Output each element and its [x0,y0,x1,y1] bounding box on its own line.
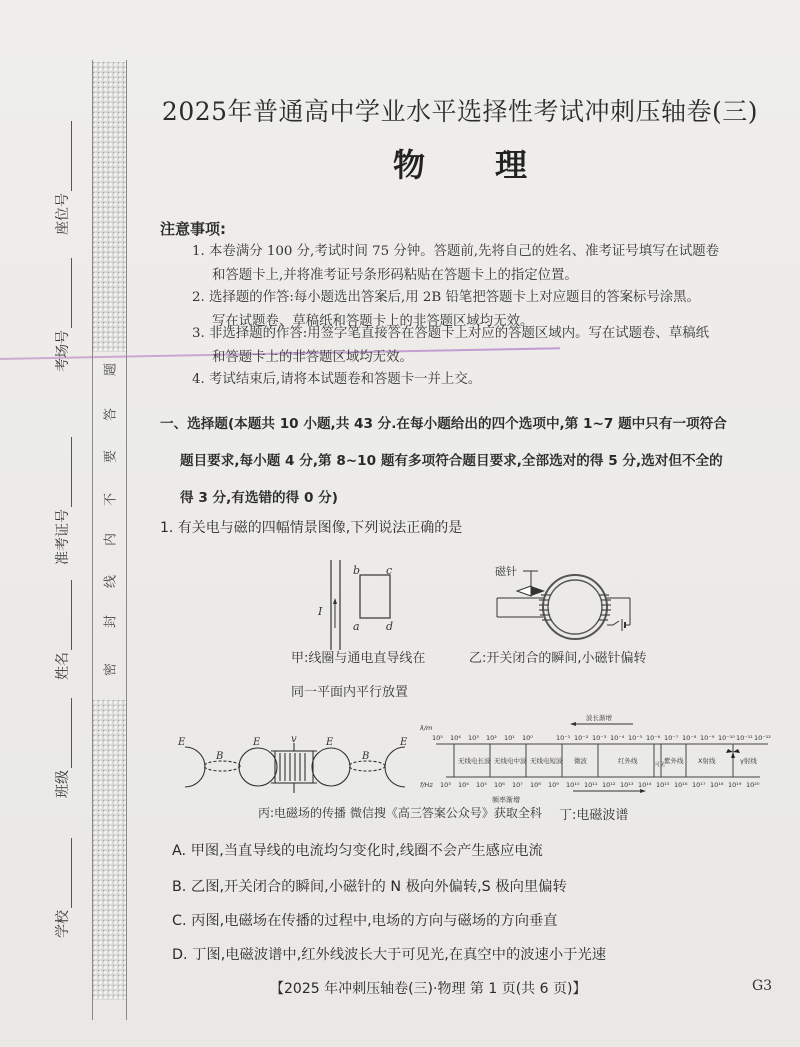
subject-title: 物理 [392,146,597,184]
option-b: B. 乙图,开关闭合的瞬间,小磁针的 N 极向外偏转,S 极向里偏转 [172,879,567,895]
svg-text:10¹⁷: 10¹⁷ [692,781,706,789]
svg-text:10⁻⁹: 10⁻⁹ [700,734,715,742]
svg-text:X射线: X射线 [698,757,716,765]
svg-text:10⁸: 10⁸ [530,781,541,789]
svg-text:a: a [353,620,360,633]
svg-text:紫外线: 紫外线 [664,757,684,765]
section-heading: 一、选择题(本题共 10 小题,共 43 分.在每小题给出的四个选项中,第 1~7 题中只有一项符合 题目要求,每小题 4 分,第 8~10 题有多项符合题目要求,全部选对的得 5 分,选对但不全的 得 3 分,有选错的得 0 分) [160,416,727,506]
note-item: 1. 本卷满分 100 分,考试时间 75 分钟。答题前,先将自己的姓名、准考证号填写在试题卷 和答题卡上,并将准考证号条形码粘贴在答题卡上的指定位置。 [192,244,720,283]
svg-text:10²: 10² [486,734,497,742]
svg-text:E: E [253,737,261,748]
seal-char: 要 [103,450,119,464]
svg-text:10⁻²: 10⁻² [574,734,589,742]
svg-text:10⁻¹²: 10⁻¹² [754,734,771,742]
note-item: 4. 考试结束后,请将本试题卷和答题卡一并上交。 [192,372,482,387]
svg-text:E: E [400,737,408,748]
figure-ding-em-spectrum [418,712,773,794]
svg-text:无线电长波: 无线电长波 [458,757,491,765]
seal-char: 线 [103,575,119,589]
svg-text:v: v [291,735,297,745]
svg-text:B: B [362,751,370,762]
notes-heading: 注意事项: [160,220,226,238]
svg-text:10¹: 10¹ [504,734,515,742]
name-field[interactable]: 姓名 [52,580,72,680]
svg-text:10¹⁹: 10¹⁹ [728,781,742,789]
svg-text:10²⁰: 10²⁰ [746,781,760,789]
svg-text:f/Hz: f/Hz [420,781,433,789]
option-a: A. 甲图,当直导线的电流均匀变化时,线圈不会产生感应电流 [172,843,543,859]
svg-text:10⁻¹¹: 10⁻¹¹ [736,734,753,742]
seal-char: 密 [103,663,119,677]
figure-yi-caption: 乙:开关闭合的瞬间,小磁针偏转 [469,651,647,666]
svg-text:γ射线: γ射线 [740,757,757,765]
svg-text:10⁻¹: 10⁻¹ [556,734,571,742]
paper-code: G3 [752,978,773,994]
svg-text:10¹⁸: 10¹⁸ [710,781,724,789]
svg-text:10⁻⁴: 10⁻⁴ [610,734,625,742]
seal-pattern-bottom [92,700,127,1000]
svg-text:10⁵: 10⁵ [432,734,443,742]
class-field[interactable]: 班级 [52,698,72,798]
option-c: C. 丙图,电磁场在传播的过程中,电场的方向与磁场的方向垂直 [172,913,558,929]
svg-text:10⁻⁵: 10⁻⁵ [628,734,643,742]
figure-bing-caption: 丙:电磁场的传播 微信搜《高三答案公众号》获取全科 [258,806,542,820]
seal-char: 答 [103,408,119,422]
binding-margin [0,0,150,1047]
svg-text:d: d [386,620,394,633]
note-item: 2. 选择题的作答:每小题选出答案后,用 2B 铅笔把答题卡上对应题目的答案标号涂黑。 写在试题卷、草稿纸和答题卡上的非答题区域均无效。 [192,290,700,329]
svg-text:10⁻¹⁰: 10⁻¹⁰ [718,734,735,742]
svg-text:10⁷: 10⁷ [512,781,523,789]
exam-room-field[interactable]: 考场号 [52,258,72,372]
svg-text:10³: 10³ [440,781,451,789]
seal-char: 不 [103,493,119,507]
svg-text:磁针: 磁针 [495,565,517,578]
svg-text:10⁻⁷: 10⁻⁷ [664,734,679,742]
question-stem: 1. 有关电与磁的四幅情景图像,下列说法正确的是 [160,520,463,536]
admission-number-field[interactable]: 准考证号 [52,437,72,565]
svg-text:10⁴: 10⁴ [458,781,469,789]
svg-text:10⁻⁶: 10⁻⁶ [646,734,661,742]
seal-char: 题 [103,363,119,377]
svg-text:I: I [318,605,323,618]
svg-text:红外线: 红外线 [618,757,638,765]
svg-text:b: b [353,564,361,577]
svg-text:无线电中波: 无线电中波 [494,757,527,765]
svg-text:10¹⁶: 10¹⁶ [674,781,688,789]
svg-text:微波: 微波 [574,757,587,765]
seal-char: 内 [103,533,119,547]
figure-ding-caption: 丁:电磁波谱 [559,808,629,823]
seal-pattern-top [92,62,127,352]
figure-jia-wire-coil [315,560,425,650]
note-item: 3. 非选择题的作答:用签字笔直接答在答题卡上对应的答题区域内。写在试题卷、草稿纸 和答题卡上的非答题区域均无效。 [192,326,709,365]
page-footer: 【2025 年冲刺压轴卷(三)·物理 第 1 页(共 6 页)】 [270,981,587,997]
school-field[interactable]: 学校 [52,838,72,938]
option-d: D. 丁图,电磁波谱中,红外线波长大于可见光,在真空中的波速小于光速 [172,947,607,963]
figure-yi-toroid-circuit [495,565,645,645]
seal-char: 封 [103,615,119,629]
frequency-arrow-label: 频率渐增 [492,796,520,804]
svg-text:10¹⁵: 10¹⁵ [656,781,670,789]
exam-title: 2025年普通高中学业水平选择性考试冲刺压轴卷(三) [161,97,759,126]
svg-text:10¹⁰: 10¹⁰ [566,781,580,789]
svg-text:10⁻³: 10⁻³ [592,734,607,742]
svg-text:10⁹: 10⁹ [548,781,559,789]
svg-text:c: c [386,564,393,577]
svg-text:10¹³: 10¹³ [620,781,634,789]
svg-text:可见: 可见 [655,762,666,768]
svg-text:无线电短波: 无线电短波 [530,757,563,765]
svg-text:10⁶: 10⁶ [494,781,505,789]
figure-bing-em-propagation [175,735,415,797]
svg-text:10³: 10³ [468,734,479,742]
svg-text:E: E [326,737,334,748]
svg-text:10¹⁴: 10¹⁴ [638,781,652,789]
svg-text:10⁵: 10⁵ [476,781,487,789]
svg-text:B: B [216,751,224,762]
svg-text:10¹¹: 10¹¹ [584,781,598,789]
svg-text:10⁰: 10⁰ [522,734,533,742]
svg-text:E: E [178,737,186,748]
svg-text:10¹²: 10¹² [602,781,616,789]
svg-text:10⁴: 10⁴ [450,734,461,742]
svg-text:λ/m: λ/m [420,724,433,732]
seat-number-field[interactable]: 座位号 [52,121,72,235]
svg-text:10⁻⁸: 10⁻⁸ [682,734,697,742]
figure-jia-caption: 甲:线圈与通电直导线在 [291,651,426,666]
figure-jia-caption-2: 同一平面内平行放置 [291,685,409,700]
svg-text:波长渐增: 波长渐增 [586,714,612,722]
